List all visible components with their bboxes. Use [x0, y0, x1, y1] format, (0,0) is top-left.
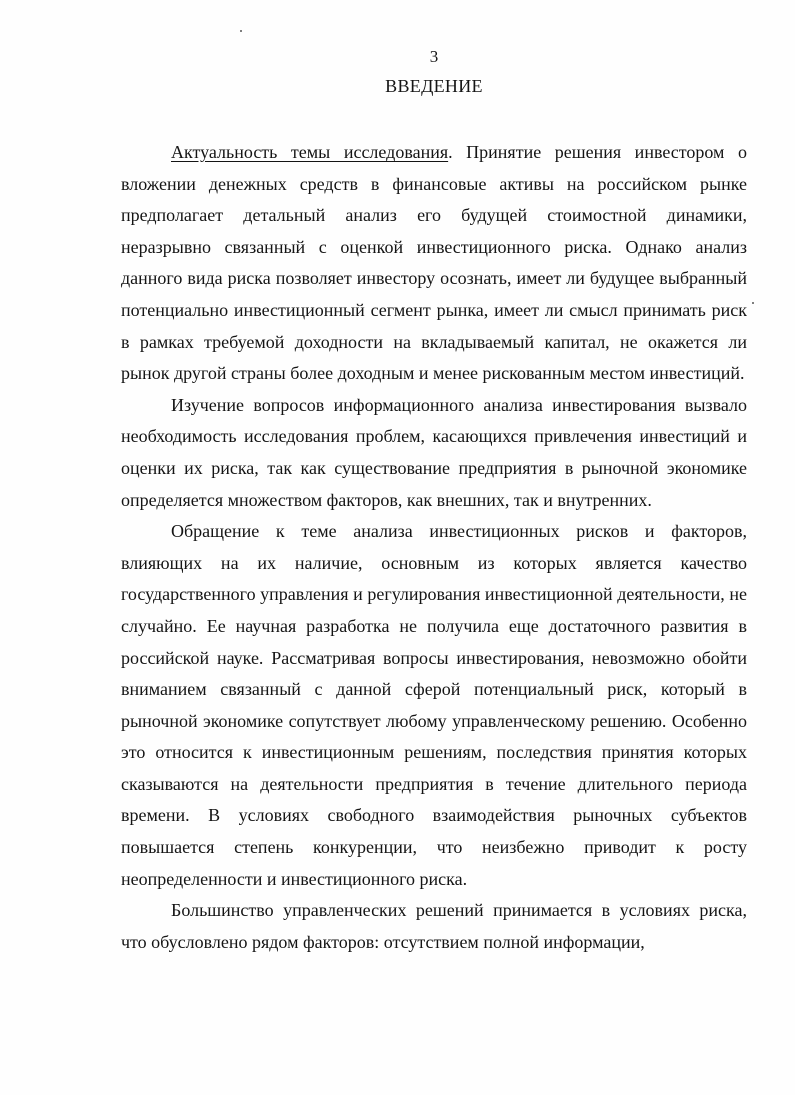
paragraph-text: Большинство управленческих решений принимается в условиях риска, что обусловлено рядом факторов: отсутствием полной информации, — [121, 900, 747, 952]
page-number: 3 — [429, 47, 439, 66]
paragraph-text: Обращение к теме анализа инвестиционных рисков и факторов, влияющих на их наличие, основным из которых является качество государственного управления и регулирования инвестиционной деятельности, не случайно. Ее научная разработка не получила еще достаточного развития в российской науке. Рассматривая вопросы инвестирования, невозможно обойти вниманием связанный с данной сферой потенциальный риск, который в рыночной экономике сопутствует любому управленческому решению. Особенно это относится к инвестиционным решениям, последствия принятия которых сказываются на деятельности предприятия в течение длительного периода времени. В условиях свободного взаимодействия рыночных субъектов повышается степень конкуренции, что неизбежно приводит к росту неопределенности и инвестиционного риска. — [121, 521, 747, 889]
section-title: ВВЕДЕНИЕ — [385, 76, 483, 96]
paragraph-risk-analysis — [121, 516, 747, 895]
scan-speck — [240, 30, 242, 32]
paragraph-relevance — [121, 137, 747, 390]
body-text — [121, 137, 747, 958]
paragraph-text: . Принятие решения инвестором о вложении денежных средств в финансовые активы на российском рынке предполагает детальный анализ его будущей стоимостной динамики, неразрывно связанный с оценкой инвестиционного риска. Однако анализ данного вида риска позволяет инвестору осознать, имеет ли будущее выбранный потенциально инвестиционный сегмент рынка, имеет ли смысл принимать риск в рамках требуемой доходности на вкладываемый капитал, не окажется ли рынок другой страны более доходным и менее рискованным местом инвестиций. — [121, 142, 747, 384]
relevance-heading: Актуальность темы исследования — [171, 142, 449, 162]
paragraph-study — [121, 390, 747, 516]
scan-speck — [752, 302, 754, 304]
paragraph-text: Изучение вопросов информационного анализа инвестирования вызвало необходимость исследования проблем, касающихся привлечения инвестиций и оценки их риска, так как существование предприятия в рыночной экономике определяется множеством факторов, как внешних, так и внутренних. — [121, 394, 747, 510]
paragraph-management-decisions — [121, 895, 747, 958]
